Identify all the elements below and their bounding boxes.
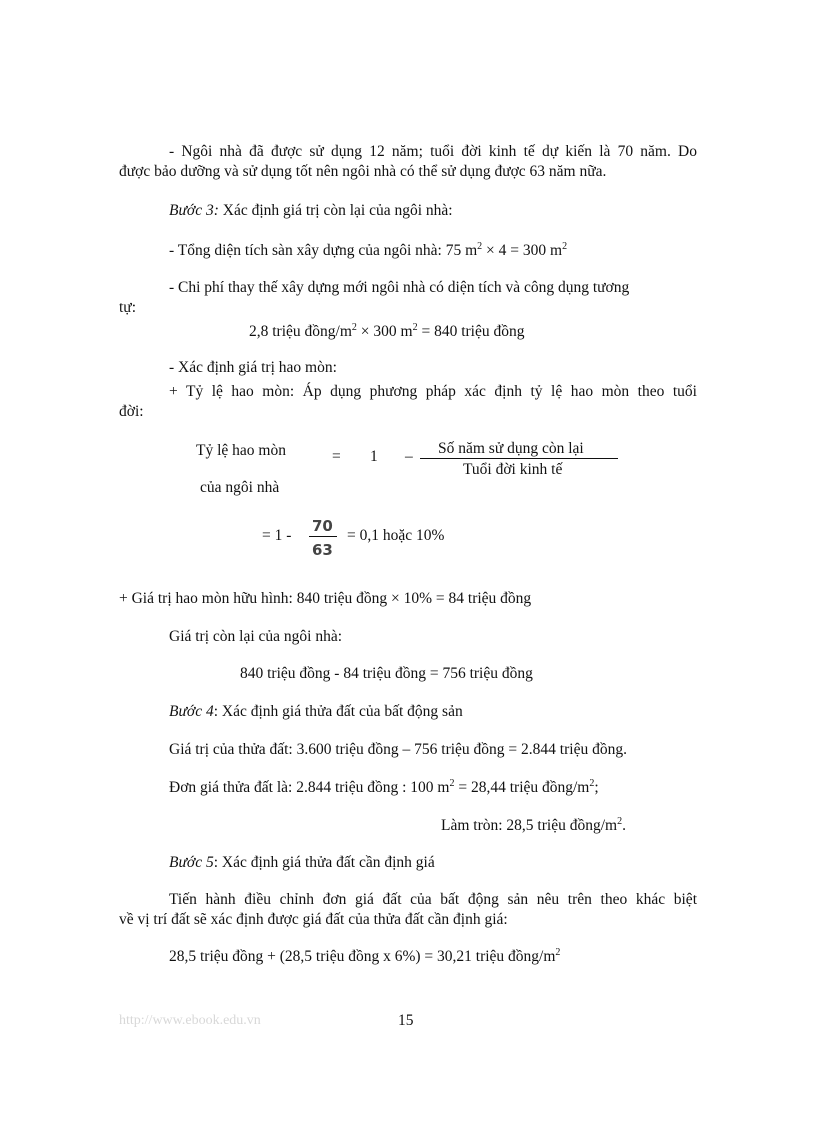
formula-minus: –: [405, 448, 413, 465]
unit-price-c: ;: [594, 779, 599, 796]
adjust-line1: Tiến hành điều chỉnh đơn giá đất của bất động sản nêu trên theo khác biệt: [169, 891, 697, 908]
unit-price-exp1: 2: [449, 778, 455, 789]
physical-wear-line: + Giá trị hao mòn hữu hình: 840 triệu đồng × 10% = 84 triệu đồng: [119, 590, 532, 607]
land-value-line: Giá trị của thửa đất: 3.600 triệu đồng – 756 triệu đồng = 2.844 triệu đồng.: [169, 741, 627, 758]
wear-heading: - Xác định giá trị hao mòn:: [169, 359, 337, 376]
formula-left-bottom: của ngôi nhà: [200, 479, 280, 496]
rounded-line: [441, 816, 626, 836]
formula-one: 1: [370, 448, 378, 465]
remaining-label: Giá trị còn lại của ngôi nhà:: [169, 628, 343, 645]
cost-calc-b: × 300 m: [356, 323, 413, 340]
step3-text: Xác định giá trị còn lại của ngôi nhà:: [218, 202, 453, 219]
adjust-line2: về vị trí đất sẽ xác định được giá đất của thửa đất cần định giá:: [119, 911, 508, 928]
para-usage-line1: - Ngôi nhà đã được sử dụng 12 năm; tuổi đời kinh tế dự kiến là 70 năm. Do: [169, 143, 697, 160]
rounded-a: Làm tròn: 28,5 triệu đồng/m: [441, 817, 618, 834]
cost-calc-exp1: 2: [351, 322, 357, 333]
formula-numerator: Số năm sử dụng còn lại: [438, 440, 584, 457]
cost-calc-exp2: 2: [412, 322, 418, 333]
unit-price-b: = 28,44 triệu đồng/m: [454, 779, 590, 796]
rounded-exp: 2: [617, 816, 623, 827]
wear-rate-line1: + Tỷ lệ hao mòn: Áp dụng phương pháp xác định tỷ lệ hao mòn theo tuổi: [169, 383, 697, 400]
wear-rate-line2: đời:: [119, 403, 144, 420]
unit-price-a: Đơn giá thửa đất là: 2.844 triệu đồng : 100 m: [169, 779, 450, 796]
area-exp1: 2: [477, 241, 483, 252]
formula-denominator: Tuổi đời kinh tế: [463, 461, 563, 478]
remaining-calc: 840 triệu đồng - 84 triệu đồng = 756 triệu đồng: [240, 665, 533, 682]
step3-label: Bước 3:: [169, 202, 219, 219]
area-mid: × 4 = 300 m: [482, 242, 563, 259]
step3-heading: [169, 201, 453, 221]
step5-heading: [169, 853, 435, 873]
result-prefix: = 1 -: [262, 527, 292, 544]
floor-area-line: [169, 241, 567, 261]
cost-calc-c: = 840 triệu đồng: [417, 323, 525, 340]
final-a: 28,5 triệu đồng + (28,5 triệu đồng x 6%) = 30,21 triệu đồng/m: [169, 948, 556, 965]
step4-label: Bước 4: [169, 703, 214, 720]
final-exp: 2: [555, 947, 561, 958]
formula-left-top: Tỷ lệ hao mòn: [196, 442, 286, 459]
rounded-b: .: [622, 817, 626, 834]
result-fraction-bar: [309, 536, 337, 537]
cost-calc-a: 2,8 triệu đồng/m: [249, 323, 352, 340]
formula-equals: =: [332, 448, 341, 465]
step5-text: : Xác định giá thửa đất cần định giá: [213, 854, 435, 871]
step4-heading: [169, 702, 463, 722]
page-number: 15: [398, 1012, 414, 1029]
step4-text: : Xác định giá thửa đất của bất động sản: [213, 703, 463, 720]
formula-fraction-bar: [420, 458, 618, 459]
cost-line1: - Chi phí thay thế xây dựng mới ngôi nhà có diện tích và công dụng tương: [169, 279, 630, 296]
step5-label: Bước 5: [169, 854, 214, 871]
final-price-line: [169, 947, 560, 967]
result-suffix: = 0,1 hoặc 10%: [347, 527, 445, 544]
cost-line2: tự:: [119, 299, 137, 316]
area-prefix: - Tổng diện tích sàn xây dựng của ngôi nhà: 75 m: [169, 242, 478, 259]
cost-calc: [249, 322, 525, 342]
unit-price-line: [169, 778, 599, 798]
para-usage-line2: được bảo dưỡng và sử dụng tốt nên ngôi nhà có thể sử dụng được 63 năm nữa.: [119, 163, 607, 180]
result-denominator: 63: [312, 541, 333, 559]
unit-price-exp2: 2: [589, 778, 595, 789]
result-numerator: 70: [312, 517, 333, 535]
area-exp2: 2: [562, 241, 568, 252]
footer-url: http://www.ebook.edu.vn: [119, 1013, 261, 1028]
